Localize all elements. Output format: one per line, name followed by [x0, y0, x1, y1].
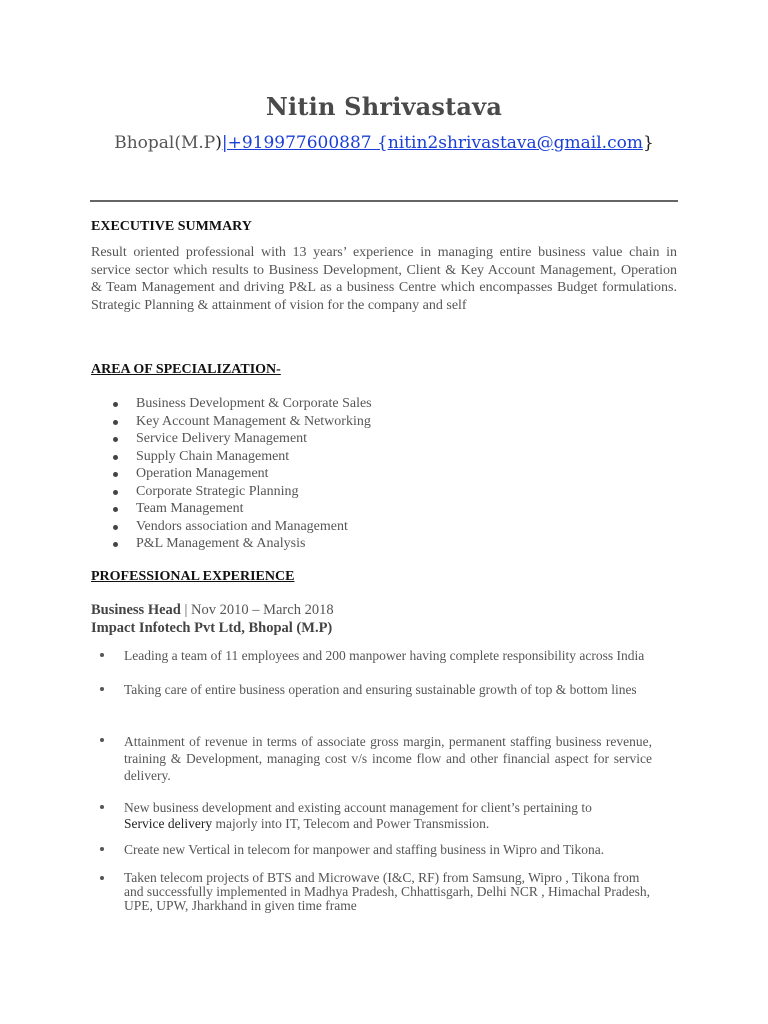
job-title-line	[91, 602, 334, 619]
experience-item	[100, 733, 652, 784]
list-item-text: Team Management	[136, 501, 244, 516]
bullet-icon	[113, 437, 118, 442]
experience-item	[100, 871, 660, 913]
header-divider	[90, 200, 678, 202]
location-paren: )	[215, 133, 222, 153]
list-item-text: Operation Management	[136, 466, 269, 481]
list-item	[91, 535, 372, 553]
job-period: | Nov 2010 – March 2018	[180, 602, 334, 618]
bullet-icon	[113, 542, 118, 547]
bullet-icon	[100, 653, 104, 657]
service-delivery-text: Service delivery	[124, 816, 213, 831]
list-item	[91, 483, 372, 501]
bullet-icon	[113, 525, 118, 530]
bullet-icon	[113, 402, 118, 407]
list-item	[91, 518, 372, 536]
experience-heading: PROFESSIONAL EXPERIENCE	[91, 569, 295, 584]
bullet-icon	[113, 507, 118, 512]
experience-item	[100, 800, 660, 832]
experience-item-text-part: New business development and existing account management for client’s pertaining to	[124, 800, 592, 815]
bullet-icon	[100, 805, 104, 809]
contact-link[interactable]: |+919977600887 {nitin2shrivastava@gmail.com	[221, 133, 643, 153]
experience-item-text-part: majorly into IT, Telecom and Power Transmission.	[212, 816, 490, 831]
candidate-name: Nitin Shrivastava	[265, 92, 503, 121]
job-role: Business Head	[91, 602, 181, 618]
list-item-text: Corporate Strategic Planning	[136, 483, 299, 499]
specialization-list	[91, 395, 372, 553]
experience-item-text: Taking care of entire business operation and ensuring sustainable growth of top & bottom lines	[124, 682, 637, 697]
bullet-icon	[113, 490, 118, 495]
experience-item	[100, 648, 660, 664]
list-item	[91, 448, 372, 466]
list-item-text: Key Account Management & Networking	[136, 413, 371, 429]
bullet-icon	[100, 847, 104, 851]
bullet-icon	[113, 455, 118, 460]
bullet-icon	[100, 876, 104, 880]
experience-item	[100, 842, 660, 858]
list-item-text: Service Delivery Management	[136, 431, 308, 446]
bullet-icon	[100, 738, 104, 742]
bullet-icon	[100, 687, 104, 691]
experience-item-text: Create new Vertical in telecom for manpower and staffing business in Wipro and Tikona.	[124, 842, 605, 857]
experience-item	[100, 682, 660, 698]
experience-item-text: Leading a team of 11 employees and 200 manpower having complete responsibility across India	[124, 648, 645, 663]
executive-summary-text: Result oriented professional with 13 years’ experience in managing entire business value chain in service sector which results to Business Development, Client & Key Account Management, Operation & Team Management and driving P&L as a business Centre which encompasses Budget formulations. Strategic Planning & attainment of vision for the company and self	[91, 245, 677, 313]
executive-summary-heading: EXECUTIVE SUMMARY	[91, 219, 252, 234]
bullet-icon	[113, 420, 118, 425]
list-item	[91, 500, 372, 518]
list-item-text: Business Development & Corporate Sales	[136, 396, 372, 411]
list-item	[91, 413, 372, 431]
list-item-text: Vendors association and Management	[136, 518, 348, 534]
list-item	[91, 430, 372, 448]
specialization-heading: AREA OF SPECIALIZATION-	[91, 362, 281, 377]
experience-item-text: Taken telecom projects of BTS and Microwave (I&C, RF) from Samsung, Wipro , Tikona from and successfully implemented in Madhya Pradesh, Chhattisgarh, Delhi NCR , Himachal Pradesh, UPE, UPW, Jharkhand in given time frame	[124, 870, 651, 913]
company-name: Impact Infotech Pvt Ltd, Bhopal (M.P)	[91, 620, 333, 636]
experience-item-text	[124, 800, 660, 832]
list-item	[91, 395, 372, 413]
list-item-text: Supply Chain Management	[136, 448, 290, 464]
location-text: Bhopal(M.P	[114, 133, 216, 153]
contact-line	[0, 133, 768, 153]
bullet-icon	[113, 472, 118, 477]
experience-item-text: Attainment of revenue in terms of associate gross margin, permanent staffing business revenue, training & Development, managing cost v/s income flow and other financial aspect for service delivery.	[124, 734, 652, 783]
list-item	[91, 465, 372, 483]
list-item-text: P&L Management & Analysis	[136, 536, 306, 551]
contact-brace: }	[642, 133, 654, 153]
